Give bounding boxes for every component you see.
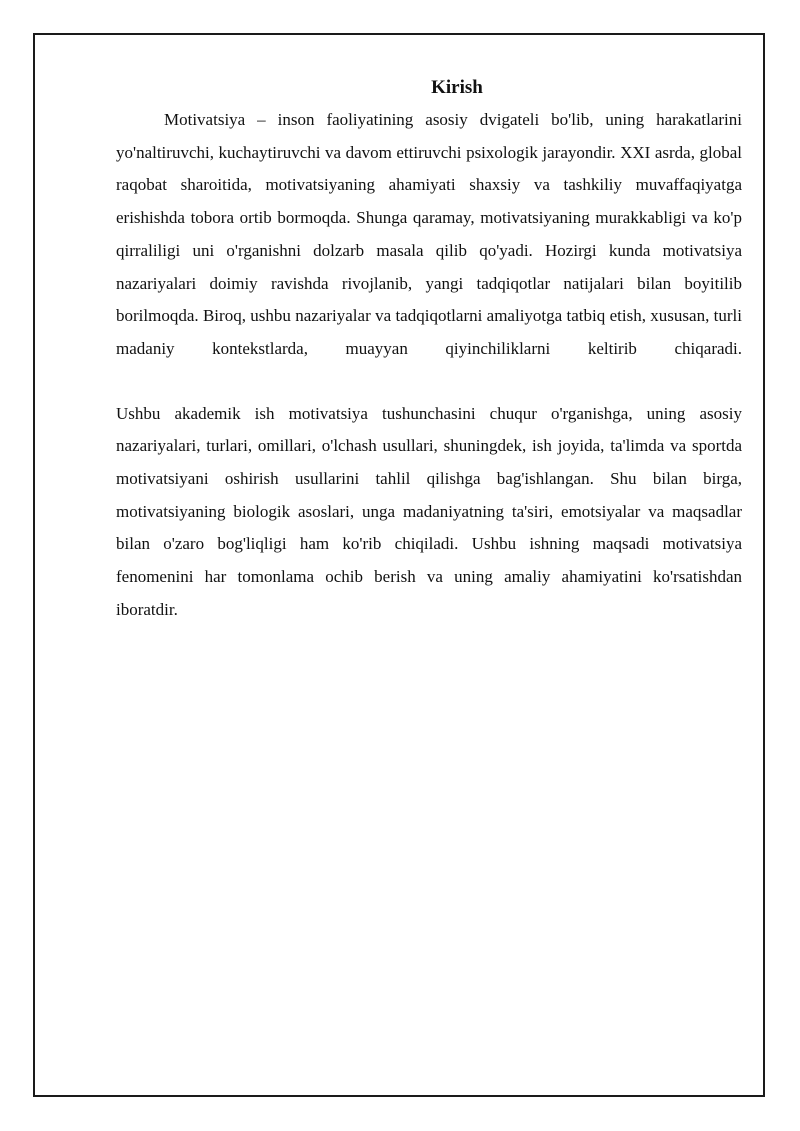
section-title: Kirish xyxy=(431,77,483,98)
paragraph-intro: Motivatsiya – inson faoliyatining asosiy dvigateli bo'lib, uning harakatlarini yo'naltiruvchi, kuchaytiruvchi va davom ettiruvchi psixologik jarayondir. XXI asrda, global raqobat sharoitida, motivatsiyaning ahamiyati shaxsiy va tashkiliy muvaffaqiyatga erishishda tobora ortib bormoqda. Shunga qaramay, motivatsiyaning murakkabligi va ko'p qirraliligi uni o'rganishni dolzarb masala qilib qo'yadi. Hozirgi kunda motivatsiya nazariyalari doimiy ravishda rivojlanib, yangi tadqiqotlar natijalari bilan boyitilib borilmoqda. Biroq, ushbu nazariyalar va tadqiqotlarni amaliyotga tatbiq etish, xususan, turli madaniy kontekstlarda, muayyan qiyinchiliklarni keltirib chiqaradi. xyxy=(116,110,742,358)
document-body xyxy=(116,72,742,627)
paragraph-purpose: Ushbu akademik ish motivatsiya tushunchasini chuqur o'rganishga, uning asosiy nazariyalari, turlari, omillari, o'lchash usullari, shuningdek, ish joyida, ta'limda va sportda motivatsiyani oshirish usullarini tahlil qilishga bag'ishlangan. Shu bilan birga, motivatsiyaning biologik asoslari, unga madaniyatning ta'siri, emotsiyalar va maqsadlar bilan o'zaro bog'liqligi ham ko'rib chiqiladi. Ushbu ishning maqsadi motivatsiya fenomenini har tomonlama ochib berish va uning amaliy ahamiyatini ko'rsatishdan iboratdir. xyxy=(116,403,742,619)
